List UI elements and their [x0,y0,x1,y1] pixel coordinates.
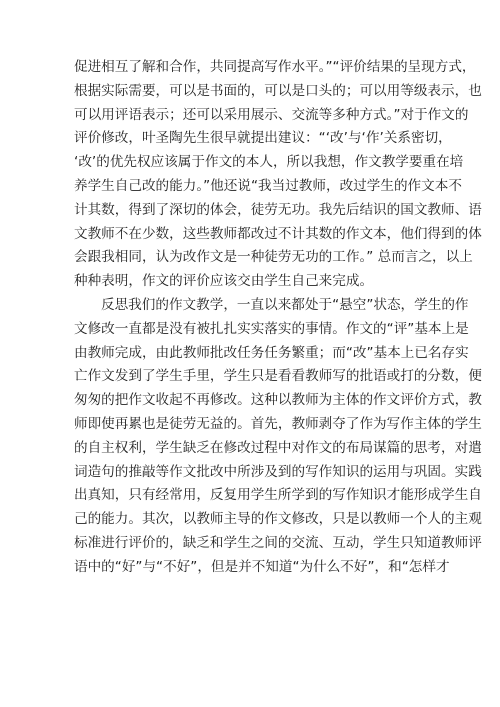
paragraph-1 [74,56,482,294]
text-line: 会跟我相同，认为改作文是一种徒劳无功的工作。” 总而言之，以上 [74,249,473,266]
text-line: 的自主权利，学生缺乏在修改过程中对作文的布局谋篇的思考，对遣 [74,439,482,456]
document-body [74,56,482,580]
text-line: 词造句的推敲等作文批改中所涉及到的写作知识的运用与巩固。实践 [74,463,482,480]
text-line: 标准进行评价的，缺乏和学生之间的交流、互动，学生只知道教师评 [74,534,482,551]
text-line: 促进相互了解和合作，共同提高写作水平。”“评价结果的呈现方式， [74,59,476,75]
text-line: 种种表明，作文的评价应该交由学生自己来完成。 [74,273,374,290]
text-line: 匆匆的把作文收起不再修改。这种以教师为主体的作文评价方式，教 [74,392,482,409]
text-line: 己的能力。其次，以教师主导的作文修改，只是以教师一个人的主观 [74,511,482,528]
text-line: 出真知，只有经常用，反复用学生所学到的写作知识才能形成学生自 [74,487,482,504]
text-line: 反思我们的作文教学，一直以来都处于“悬空”状态，学生的作 [101,296,469,313]
text-line: 文修改一直都是没有被扎扎实实落实的事情。作文的“评”基本上是 [74,320,469,337]
text-line: 可以用评语表示；还可以采用展示、交流等多种方式。”对于作文的 [74,106,469,123]
text-line: 师即使再累也是徒劳无益的。首先，教师剥夺了作为写作主体的学生 [74,415,482,432]
text-line: ‘改’的优先权应该属于作文的本人，所以我想，作文教学要重在培 [74,154,464,171]
text-line: 语中的“好”与“不好”，但是并不知道“为什么不好”，和“怎样才 [74,558,450,575]
paragraph-2 [74,294,482,580]
text-line: 养学生自己改的能力。”他还说“我当过教师，改过学生的作文本不 [74,177,462,194]
text-line: 亡作文发到了学生手里，学生只是看看教师写的批语或打的分数，便 [74,368,482,385]
text-line: 根据实际需要，可以是书面的，可以是口头的；可以用等级表示，也 [74,82,482,99]
text-line: 评价修改，叶圣陶先生很早就提出建议：“‘改’与‘作’关系密切， [74,130,452,147]
text-line: 计其数，得到了深切的体会，徒劳无功。我先后结识的国文教师、语 [74,201,482,218]
text-line: 由教师完成，由此教师批改任务任务繁重；而“改”基本上已名存实 [74,344,469,361]
text-line: 文教师不在少数，这些教师都改过不计其数的作文本，他们得到的体 [74,225,482,242]
